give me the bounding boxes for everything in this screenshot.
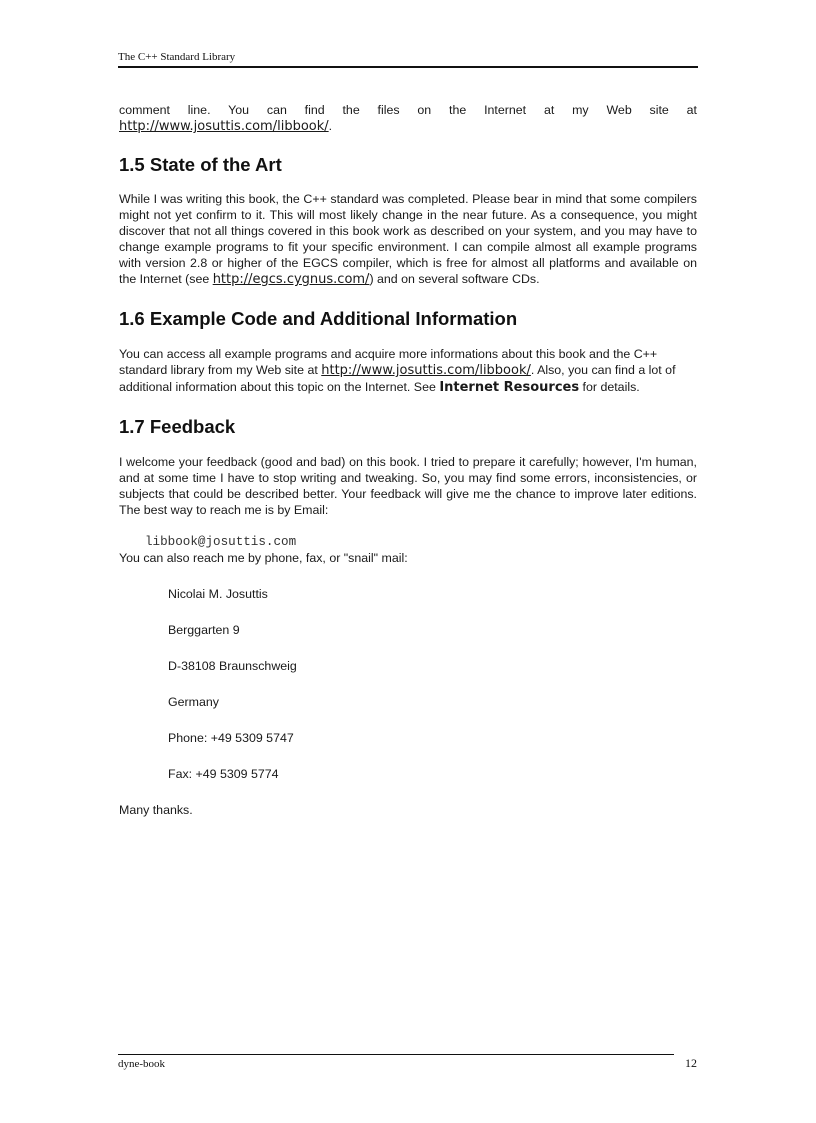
address-street: Berggarten 9 [168, 623, 240, 637]
heading-example-code: 1.6 Example Code and Additional Information [119, 308, 518, 329]
reach-line: You can also reach me by phone, fax, or "snail" mail: [119, 551, 408, 565]
closing-line: Many thanks. [119, 803, 193, 817]
email-address[interactable]: libbook@josuttis.com [145, 535, 297, 549]
postal-address [119, 586, 697, 782]
internet-resources-link[interactable]: Internet Resources [439, 380, 580, 395]
feedback-paragraph: I welcome your feedback (good and bad) on this book. I tried to prepare it carefully; however, I'm human, and at some time I have to stop writing and tweaking. So, you may find some errors, inconsistencies, or subjects that could be described better. Your feedback will give me the chance to improve later editions. The best way to reach me is by Email: [119, 455, 697, 517]
heading-state-of-the-art: 1.5 State of the Art [119, 154, 282, 175]
running-header: The C++ Standard Library [118, 51, 236, 63]
footer-rule [118, 1054, 674, 1055]
header-rule [118, 66, 698, 68]
page-number: 12 [685, 1056, 697, 1070]
website-link-2[interactable]: http://www.josuttis.com/libbook/ [321, 363, 531, 378]
page-content [119, 102, 697, 818]
address-phone: Phone: +49 5309 5747 [168, 731, 294, 745]
egcs-link[interactable]: http://egcs.cygnus.com/ [212, 272, 370, 287]
address-name: Nicolai M. Josuttis [168, 587, 268, 601]
address-country: Germany [168, 695, 219, 709]
state-of-the-art-paragraph: While I was writing this book, the C++ standard was completed. Please bear in mind that some compilers might not yet confirm to it. This will most likely change in the near future. As a consequence, you might discover that not all things covered in this book work as described on your system, and you may have to change example programs to fit your specific environment. I can compile almost all example programs with version 2.8 or higher of the EGCS compiler, which is free for almost all platforms and available on the Internet (see http://egcs.cygnus.com/) and on several software CDs. [119, 192, 697, 287]
heading-feedback: 1.7 Feedback [119, 416, 236, 437]
intro-line: comment line. You can find the files on the Internet at my Web site at [119, 103, 697, 117]
footer-label: dyne-book [118, 1058, 166, 1070]
address-city: D-38108 Braunschweig [168, 659, 297, 673]
address-fax: Fax: +49 5309 5774 [168, 767, 279, 781]
example-code-paragraph: You can access all example programs and acquire more informations about this book and the C++ standard library from my Web site at http://www.josuttis.com/libbook/. Also, you can find a lot of additional information about this topic on the Internet. See Internet Resources for details. [119, 347, 676, 395]
intro-link-line: http://www.josuttis.com/libbook/. [119, 119, 333, 134]
website-link[interactable]: http://www.josuttis.com/libbook/ [119, 119, 329, 134]
